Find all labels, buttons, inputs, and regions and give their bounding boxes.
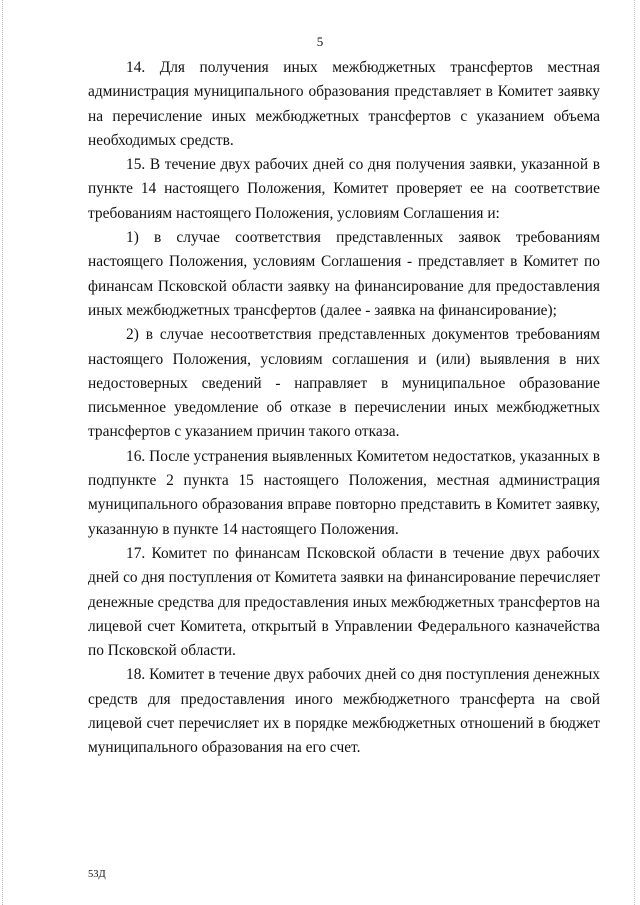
footer-code: 53Д bbox=[88, 869, 106, 880]
paragraph-15-item-2: 2) в случае несоответствия представленных документов требованиям настоящего Положения, условиям соглашения и (или) выявления в них недостоверных сведений - направляет в муниципальное образование письменное уведомление об отказе в перечислении иных межбюджетных трансфертов с указанием причин такого отказа. bbox=[88, 326, 600, 441]
document-body bbox=[88, 56, 600, 761]
paragraph-16: 16. После устранения выявленных Комитетом недостатков, указанных в подпункте 2 пункта 15 настоящего Положения, местная администрация муниципального образования вправе повторно представить в Комитет заявку, указанную в пункте 14 настоящего Положения. bbox=[88, 447, 600, 538]
scan-edge-right bbox=[634, 0, 636, 905]
scan-edge-left bbox=[2, 0, 4, 905]
paragraph-17: 17. Комитет по финансам Псковской области в течение двух рабочих дней со дня поступления от Комитета заявки на финансирование перечисляет денежные средства для предоставления иных межбюджетных трансфертов на лицевой счет Комитета, открытый в Управлении Федерального казначейства по Псковской области. bbox=[88, 544, 600, 660]
paragraph-15: 15. В течение двух рабочих дней со дня получения заявки, указанной в пункте 14 настоящего Положения, Комитет проверяет ее на соответствие требованиям настоящего Положения, условиям Соглашения и: bbox=[88, 156, 600, 222]
paragraph-14: 14. Для получения иных межбюджетных трансфертов местная администрация муниципального образования представляет в Комитет заявку на перечисление иных межбюджетных трансфертов с указанием объема необходимых средств. bbox=[88, 59, 600, 149]
page-number: 5 bbox=[316, 34, 324, 49]
paragraph-18: 18. Комитет в течение двух рабочих дней со дня поступления денежных средств для предоставления иного межбюджетного трансферта на свой лицевой счет перечисляет их в порядке межбюджетных отношений в бюджет муниципального образования на его счет. bbox=[88, 666, 600, 757]
paragraph-15-item-1: 1) в случае соответствия представленных заявок требованиям настоящего Положения, условиям Соглашения - представляет в Комитет по финансам Псковской области заявку на финансирование для предоставления иных межбюджетных трансфертов (далее - заявка на финансирование); bbox=[88, 229, 600, 319]
